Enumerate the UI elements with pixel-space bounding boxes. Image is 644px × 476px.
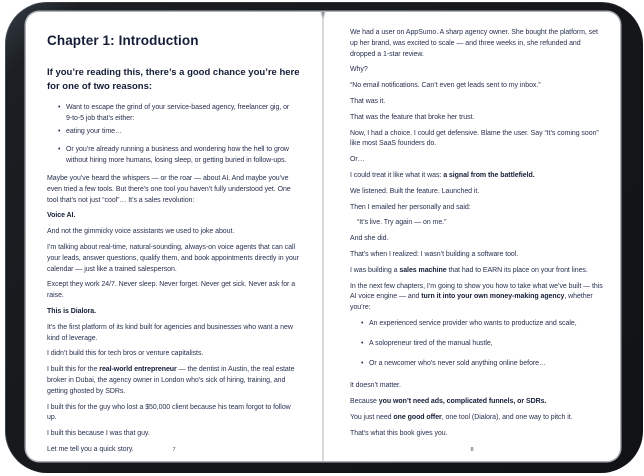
text-run: I was building a bbox=[350, 266, 400, 274]
text-run: “It’s live. Try again — on me.” bbox=[357, 219, 447, 227]
text-run: That was it. bbox=[350, 97, 386, 105]
bullet-list bbox=[350, 319, 605, 369]
paragraph bbox=[350, 429, 605, 440]
text-run: And not the gimmicky voice assistants we used to joke about. bbox=[47, 228, 235, 236]
paragraph bbox=[47, 227, 300, 238]
paragraph bbox=[47, 174, 300, 206]
text-run: It’s the first platform of its kind built for agencies and businesses who want a new kind of leverage. bbox=[47, 323, 293, 342]
paragraph bbox=[350, 28, 605, 60]
page-left bbox=[26, 12, 322, 461]
bold-text-run: This is Dialora. bbox=[47, 307, 96, 315]
text-run: I built this for the guy who lost a $50,000 client because his team forgot to follow up. bbox=[47, 403, 291, 422]
bullet-item bbox=[58, 103, 294, 125]
text-run: , one tool (Dialora), and one way to pitch it. bbox=[441, 413, 573, 421]
text-run: Why? bbox=[350, 66, 368, 74]
bold-text-run: one good offer bbox=[393, 413, 442, 421]
text-run: — the dentist in Austin, the real estate broker in Dubai, the agency owner in London who’s sick of hiring, training, and getting ghosted by SDRs. bbox=[47, 366, 295, 395]
text-run: , whether you’re: bbox=[350, 293, 593, 312]
paragraph bbox=[47, 280, 300, 302]
text-run: “No email notifications. Can’t even get leads sent to my inbox.” bbox=[350, 82, 541, 90]
paragraph bbox=[350, 413, 605, 424]
paragraph bbox=[47, 243, 300, 275]
bold-text-run: you won’t need ads, complicated funnels, or SDRs. bbox=[378, 398, 547, 406]
paragraph bbox=[350, 266, 605, 277]
text-run: Want to escape the grind of your service-based agency, freelancer gig, or 9-to-5 job that’s either: bbox=[66, 103, 290, 122]
text-run: That was the feature that broke her trust. bbox=[350, 113, 475, 121]
text-run: It doesn’t matter. bbox=[350, 382, 401, 390]
page-number-left: 7 bbox=[172, 447, 176, 453]
paragraph bbox=[350, 155, 605, 166]
paragraph bbox=[350, 187, 605, 198]
paragraph bbox=[350, 97, 605, 108]
text-run: An experienced service provider who wants to productize and scale, bbox=[369, 319, 577, 327]
text-run: Except they work 24/7. Never sleep. Never forget. Never get sick. Never ask for a raise. bbox=[47, 281, 296, 300]
page-number-right: 8 bbox=[470, 447, 474, 453]
paragraph bbox=[350, 282, 605, 314]
section-lead bbox=[47, 66, 300, 95]
text-run: I built this for the bbox=[47, 366, 100, 374]
paragraph bbox=[350, 381, 605, 392]
paragraph bbox=[47, 307, 300, 318]
bold-text-run: real-world entrepreneur bbox=[99, 366, 177, 374]
text-run: We had a user on AppSumo. A sharp agency owner. She bought the platform, set up her brand, was excited to scale — and three weeks in, she refunded and dropped a 1-star review. bbox=[350, 29, 598, 58]
text-run: eating your time… bbox=[66, 127, 122, 135]
paragraph bbox=[47, 403, 300, 425]
text-run: In the next few chapters, I’m going to show you how to take what we’ve built — this AI voice engine — and bbox=[350, 282, 603, 301]
bold-text-run: Voice AI. bbox=[47, 212, 76, 220]
bullet-item bbox=[361, 339, 599, 350]
chapter-title bbox=[47, 32, 300, 50]
paragraph bbox=[47, 365, 300, 397]
paragraph bbox=[47, 323, 300, 345]
paragraph bbox=[350, 113, 605, 124]
bullet-item bbox=[361, 359, 599, 370]
page-right-content bbox=[324, 12, 620, 443]
text-run: Because bbox=[350, 398, 379, 406]
text-run: I built this because I was that guy. bbox=[47, 430, 150, 438]
text-run: That’s what this book gives you. bbox=[350, 429, 448, 437]
text-run: Then I emailed her personally and said: bbox=[350, 203, 471, 211]
bold-text-run: sales machine bbox=[399, 266, 447, 274]
paragraph bbox=[350, 234, 605, 245]
bold-text-run: a signal from the battlefield. bbox=[443, 171, 535, 179]
quote-line bbox=[350, 218, 605, 229]
bold-text-run: turn it into your own money-making agency bbox=[421, 293, 565, 301]
text-run: Now, I had a choice. I could get defensive. Blame the user. Say “It’s coming soon” like most SaaS founders do. bbox=[350, 129, 599, 148]
tablet-frame bbox=[5, 2, 643, 473]
text-run: Or… bbox=[350, 156, 365, 164]
bold-text-run: If you’re reading this, there’s a good chance you’re here for one of two reasons: bbox=[47, 66, 300, 93]
text-run: Or a newcomer who’s never sold anything online before… bbox=[369, 359, 546, 367]
paragraph bbox=[350, 129, 605, 151]
paragraph bbox=[350, 203, 605, 214]
paragraph bbox=[350, 65, 605, 76]
bullet-item bbox=[58, 127, 294, 138]
text-run: That’s when I realized: I wasn’t building a software tool. bbox=[350, 250, 519, 258]
text-run: A solopreneur tired of the manual hustle, bbox=[369, 339, 493, 347]
page-left-content bbox=[26, 12, 322, 453]
paragraph bbox=[47, 211, 300, 222]
text-run: You just need bbox=[350, 413, 394, 421]
text-run: I could treat it like what it was: bbox=[350, 171, 444, 179]
text-run: Maybe you’ve heard the whispers — or the roar — about AI. And maybe you’ve even tried a few tools. But there’s one tool you haven’t fully understood yet. One tool that’s not just “cool”… It’s a sales revolution: bbox=[47, 174, 291, 204]
paragraph bbox=[47, 429, 300, 440]
text-run: And she did. bbox=[350, 235, 389, 243]
page-right bbox=[324, 12, 620, 461]
bullet-item bbox=[361, 319, 599, 330]
paragraph bbox=[350, 397, 605, 408]
text-run: that had to EARN its place on your front lines. bbox=[446, 266, 588, 274]
bullet-list bbox=[47, 103, 300, 167]
paragraph bbox=[47, 349, 300, 360]
text-run: Or you’re already running a business and wondering how the hell to grow without hiring more humans, losing sleep, or getting buried in follow-ups. bbox=[66, 146, 289, 165]
paragraph bbox=[350, 250, 605, 261]
bullet-item bbox=[58, 145, 294, 167]
text-run: I’m talking about real-time, natural-sounding, always-on voice agents that can call your leads, answer questions, qualify them, and book appointments directly in your calendar — just like a trained salesperson. bbox=[47, 243, 299, 273]
paragraph bbox=[350, 81, 605, 92]
text-run: Let me tell you a quick story. bbox=[47, 445, 134, 453]
paragraph bbox=[350, 171, 605, 182]
text-run: I didn’t build this for tech bros or venture capitalists. bbox=[47, 350, 204, 358]
text-run: We listened. Built the feature. Launched it. bbox=[350, 187, 480, 195]
bold-text-run: Chapter 1: Introduction bbox=[47, 33, 199, 48]
book-spread bbox=[26, 12, 620, 461]
